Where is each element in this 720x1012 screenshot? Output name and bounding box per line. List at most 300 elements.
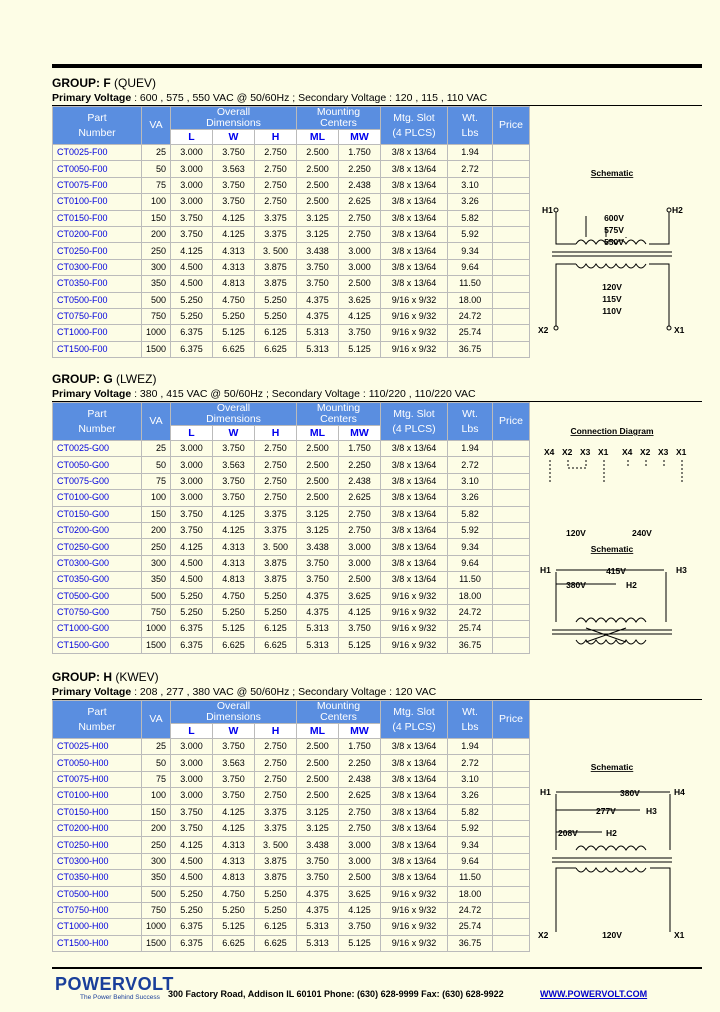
dim-l: 3.000 [171,441,213,457]
table-row [53,473,530,489]
x2-label: X2 [538,325,549,335]
price-cell [493,161,530,177]
mount-mw: 5.125 [339,341,381,357]
mtg-slot: 3/8 x 13/64 [381,490,448,506]
header-overall: Overall [216,700,251,712]
dim-h: 2.750 [255,177,297,193]
dim-w: 4.125 [213,820,255,836]
price-cell [493,935,530,951]
price-cell [493,804,530,820]
mount-mw: 3.625 [339,886,381,902]
weight: 1.94 [448,145,493,161]
va-rating: 50 [142,755,171,771]
dim-h: 2.750 [255,441,297,457]
schematic-label: X3 [580,447,591,457]
price-cell [493,473,530,489]
mounting-centers-header [297,403,381,426]
table-row [53,490,530,506]
mount-ml: 2.500 [297,194,339,210]
mount-mw: 2.438 [339,771,381,787]
part-number: CT0300-F00 [53,259,142,275]
weight: 25.74 [448,325,493,341]
va-rating: 350 [142,276,171,292]
dim-header-h: H [255,724,297,739]
part-number: CT0200-G00 [53,522,142,538]
dim-w: 4.313 [213,259,255,275]
va-rating: 150 [142,804,171,820]
price-cell [493,194,530,210]
mtg-slot: 3/8 x 13/64 [381,539,448,555]
dim-w: 4.813 [213,870,255,886]
mount-mw: 2.250 [339,161,381,177]
dim-header-w: W [213,426,255,441]
mtg-slot-header [381,403,448,441]
dim-h: 2.750 [255,145,297,161]
part-number: CT0350-F00 [53,276,142,292]
schematic-label: X1 [598,447,609,457]
part-number: CT0350-H00 [53,870,142,886]
weight: 24.72 [448,308,493,324]
mtg-slot: 3/8 x 13/64 [381,457,448,473]
price-header: Price [493,701,530,739]
va-rating: 75 [142,771,171,787]
dim-w: 4.813 [213,276,255,292]
mount-ml: 4.375 [297,308,339,324]
price-cell [493,870,530,886]
sec-tap-3: 110V [602,306,622,316]
table-row [53,804,530,820]
price-cell [493,308,530,324]
table-row [53,820,530,836]
mtg-slot: 3/8 x 13/64 [381,441,448,457]
dim-h: 3. 500 [255,243,297,259]
price-cell [493,276,530,292]
price-cell [493,226,530,242]
price-cell [493,457,530,473]
mount-mw: 3.625 [339,588,381,604]
va-rating: 25 [142,441,171,457]
part-number: CT0750-G00 [53,604,142,620]
schematic-diagram [526,700,702,956]
dim-l: 3.000 [171,177,213,193]
dim-h: 2.750 [255,739,297,755]
h1-label: H1 [542,205,553,215]
company-address: 300 Factory Road, Addison IL 60101 Phone: (630) 628-9999 Fax: (630) 628-9922 [168,989,504,999]
schematic-label: X1 [674,930,685,940]
schematic-label: H1 [540,565,551,575]
dim-w: 5.125 [213,919,255,935]
mtg-slot: 3/8 x 13/64 [381,194,448,210]
dim-w: 3.750 [213,177,255,193]
dim-w: 3.750 [213,441,255,457]
weight: 18.00 [448,292,493,308]
weight: 2.72 [448,161,493,177]
va-rating: 25 [142,145,171,161]
weight: 11.50 [448,870,493,886]
dim-l: 4.125 [171,837,213,853]
dim-header-ml: ML [297,426,339,441]
va-rating: 500 [142,886,171,902]
mount-ml: 3.750 [297,572,339,588]
mtg-slot: 3/8 x 13/64 [381,739,448,755]
part-number: CT0200-F00 [53,226,142,242]
va-rating: 150 [142,506,171,522]
header-part: Part [87,111,107,124]
part-number: CT1500-G00 [53,637,142,653]
mount-mw: 3.750 [339,919,381,935]
mount-mw: 3.000 [339,243,381,259]
dim-w: 4.313 [213,539,255,555]
mount-ml: 3.750 [297,870,339,886]
weight: 9.34 [448,243,493,259]
table-row [53,145,530,161]
table-row [53,919,530,935]
dim-h: 2.750 [255,490,297,506]
price-cell [493,739,530,755]
v240-label: 240V [632,528,652,538]
part-number: CT0500-G00 [53,588,142,604]
price-cell [493,902,530,918]
va-rating: 500 [142,292,171,308]
dim-w: 6.625 [213,935,255,951]
website-link[interactable]: WWW.POWERVOLT.COM [540,989,648,999]
va-rating: 250 [142,539,171,555]
part-number-header [53,701,142,739]
mount-mw: 4.125 [339,902,381,918]
table-row [53,572,530,588]
company-tagline: The Power Behind Success [80,994,160,1001]
part-number: CT0750-H00 [53,902,142,918]
mtg-slot: 9/16 x 9/32 [381,919,448,935]
mount-ml: 4.375 [297,902,339,918]
dim-h: 3.875 [255,555,297,571]
mounting-centers-header [297,701,381,724]
mtg-slot: 9/16 x 9/32 [381,308,448,324]
v120-label: 120V [566,528,586,538]
dim-header-l: L [171,724,213,739]
schematic-label: 380V [566,580,586,590]
mount-ml: 4.375 [297,604,339,620]
header-lbs: Lbs [461,422,479,435]
part-number: CT0025-G00 [53,441,142,457]
schematic-label: H2 [606,828,617,838]
mtg-slot: 3/8 x 13/64 [381,755,448,771]
mtg-slot: 3/8 x 13/64 [381,145,448,161]
weight: 3.26 [448,194,493,210]
mount-mw: 2.500 [339,276,381,292]
price-cell [493,145,530,161]
dim-l: 6.375 [171,935,213,951]
mount-mw: 2.625 [339,490,381,506]
table-row [53,604,530,620]
dim-l: 6.375 [171,325,213,341]
price-cell [493,820,530,836]
dim-header-l: L [171,426,213,441]
price-cell [493,621,530,637]
va-rating: 1500 [142,637,171,653]
mount-ml: 2.500 [297,771,339,787]
header-dimensions: Dimensions [206,413,261,425]
header-row [53,107,530,130]
va-rating: 350 [142,870,171,886]
weight: 36.75 [448,637,493,653]
va-rating: 50 [142,457,171,473]
group-name: GROUP: F [52,76,111,90]
dim-h: 6.125 [255,325,297,341]
price-cell [493,853,530,869]
mounting-centers-header [297,107,381,130]
table-row [53,226,530,242]
mount-mw: 3.750 [339,325,381,341]
weight: 5.82 [448,804,493,820]
dim-h: 3. 500 [255,837,297,853]
group-title [52,76,702,91]
part-number: CT0250-H00 [53,837,142,853]
pri-tap-2: 575V [604,225,624,235]
table-row [53,161,530,177]
dim-h: 2.750 [255,161,297,177]
part-table [52,402,530,654]
top-rule [52,64,702,68]
weight: 25.74 [448,919,493,935]
price-header: Price [493,107,530,145]
dim-h: 2.750 [255,194,297,210]
weight: 18.00 [448,886,493,902]
weight: 3.10 [448,177,493,193]
schematic-label: H4 [674,787,685,797]
schematic-label: H3 [646,806,657,816]
va-rating: 250 [142,837,171,853]
dim-l: 3.000 [171,194,213,210]
dim-w: 3.563 [213,161,255,177]
header-mounting: Mounting [316,402,361,414]
table-row [53,243,530,259]
va-rating: 25 [142,739,171,755]
dim-w: 3.750 [213,194,255,210]
price-cell [493,588,530,604]
part-number: CT0075-G00 [53,473,142,489]
mount-mw: 2.625 [339,788,381,804]
mtg-slot: 3/8 x 13/64 [381,522,448,538]
mount-ml: 5.313 [297,637,339,653]
sec-tap-2: 115V [602,294,622,304]
mtg-slot-header [381,107,448,145]
group-g [52,372,702,658]
overall-dimensions-header [171,107,297,130]
table-row [53,588,530,604]
table-row [53,522,530,538]
part-number: CT1500-F00 [53,341,142,357]
header-plcs: (4 PLCS) [392,126,436,139]
mount-mw: 3.750 [339,621,381,637]
part-number: CT0200-H00 [53,820,142,836]
schematic-panel [526,106,702,362]
mtg-slot: 9/16 x 9/32 [381,886,448,902]
part-number: CT0250-G00 [53,539,142,555]
dim-h: 3.375 [255,820,297,836]
dim-w: 3.563 [213,457,255,473]
dim-header-mw: MW [339,426,381,441]
part-number: CT0150-H00 [53,804,142,820]
mtg-slot: 9/16 x 9/32 [381,902,448,918]
dim-l: 3.000 [171,771,213,787]
mount-mw: 2.750 [339,804,381,820]
dim-l: 3.750 [171,522,213,538]
header-lbs: Lbs [461,126,479,139]
part-number: CT1000-F00 [53,325,142,341]
price-cell [493,259,530,275]
mount-ml: 3.750 [297,853,339,869]
x1-label: X1 [674,325,685,335]
dim-w: 3.750 [213,145,255,161]
dim-l: 3.000 [171,145,213,161]
weight: 1.94 [448,441,493,457]
price-cell [493,919,530,935]
mount-mw: 2.438 [339,177,381,193]
dim-w: 4.125 [213,210,255,226]
table-row [53,739,530,755]
part-number: CT0150-G00 [53,506,142,522]
mount-ml: 3.125 [297,506,339,522]
dim-l: 3.000 [171,755,213,771]
va-rating: 750 [142,902,171,918]
dim-l: 4.500 [171,572,213,588]
dim-w: 4.750 [213,292,255,308]
va-rating: 200 [142,226,171,242]
table-row [53,837,530,853]
group-f [52,76,702,362]
mount-ml: 3.750 [297,555,339,571]
dim-h: 3.875 [255,870,297,886]
va-rating: 150 [142,210,171,226]
price-header: Price [493,403,530,441]
table-row [53,555,530,571]
schematic-label: 415V [606,566,626,576]
table-row [53,276,530,292]
mount-mw: 2.625 [339,194,381,210]
header-centers: Centers [320,413,357,425]
va-rating: 750 [142,604,171,620]
dim-l: 3.000 [171,161,213,177]
weight-header [448,701,493,739]
header-wt: Wt. [462,407,478,420]
va-rating: 1000 [142,325,171,341]
va-rating: 200 [142,820,171,836]
part-number: CT1000-G00 [53,621,142,637]
table-row [53,886,530,902]
dim-w: 4.125 [213,506,255,522]
dim-w: 4.125 [213,226,255,242]
va-rating: 300 [142,853,171,869]
mount-ml: 3.125 [297,210,339,226]
schematic-panel [526,700,702,956]
header-number: Number [78,126,116,139]
table-row [53,637,530,653]
price-cell [493,637,530,653]
mtg-slot: 9/16 x 9/32 [381,604,448,620]
group-code: (QUEV) [114,76,157,90]
schematic-diagram [526,402,702,658]
header-overall: Overall [216,106,251,118]
dim-header-ml: ML [297,724,339,739]
va-rating: 1500 [142,935,171,951]
mount-mw: 5.125 [339,637,381,653]
schematic-title: Schematic [590,762,634,772]
mtg-slot: 3/8 x 13/64 [381,853,448,869]
price-cell [493,243,530,259]
mount-ml: 5.313 [297,621,339,637]
h2-label: H2 [672,205,683,215]
dim-l: 6.375 [171,919,213,935]
part-number: CT0150-F00 [53,210,142,226]
mount-ml: 2.500 [297,788,339,804]
dim-l: 3.000 [171,739,213,755]
dim-l: 4.500 [171,870,213,886]
va-header: VA [142,403,171,441]
va-rating: 250 [142,243,171,259]
va-rating: 50 [142,161,171,177]
table-row [53,621,530,637]
dim-w: 3.750 [213,490,255,506]
part-number-header [53,403,142,441]
dim-h: 5.250 [255,308,297,324]
schematic-label: 120V [602,930,622,940]
price-cell [493,441,530,457]
schematic-label: H1 [540,787,551,797]
mtg-slot: 9/16 x 9/32 [381,637,448,653]
part-number: CT0050-H00 [53,755,142,771]
dim-w: 3.750 [213,473,255,489]
part-number: CT0100-G00 [53,490,142,506]
table-row [53,308,530,324]
voltage-spec: : 208 , 277 , 380 VAC @ 50/60Hz ; Secondary Voltage : 120 VAC [131,686,437,698]
schematic-label: 380V [620,788,640,798]
dim-h: 3.875 [255,853,297,869]
dim-w: 4.313 [213,853,255,869]
mtg-slot: 3/8 x 13/64 [381,276,448,292]
mtg-slot: 9/16 x 9/32 [381,292,448,308]
mount-mw: 2.750 [339,210,381,226]
connection-title: Connection Diagram [570,426,654,436]
dim-l: 4.125 [171,243,213,259]
dim-header-ml: ML [297,130,339,145]
va-rating: 200 [142,522,171,538]
schematic-title: Schematic [590,544,634,554]
pri-tap-3: 550V [604,237,624,247]
va-rating: 1000 [142,919,171,935]
mtg-slot-header [381,701,448,739]
table-row [53,902,530,918]
mtg-slot: 3/8 x 13/64 [381,259,448,275]
part-number: CT0075-H00 [53,771,142,787]
va-rating: 750 [142,308,171,324]
table-row [53,771,530,787]
dim-w: 4.750 [213,588,255,604]
dim-w: 3.563 [213,755,255,771]
weight: 24.72 [448,604,493,620]
weight: 5.92 [448,522,493,538]
weight: 24.72 [448,902,493,918]
mount-mw: 1.750 [339,739,381,755]
table-row [53,177,530,193]
weight: 1.94 [448,739,493,755]
schematic-label: X2 [640,447,651,457]
weight: 9.64 [448,853,493,869]
mount-ml: 4.375 [297,886,339,902]
mount-mw: 3.000 [339,837,381,853]
schematic-label: 277V [596,806,616,816]
schematic-label: H3 [676,565,687,575]
